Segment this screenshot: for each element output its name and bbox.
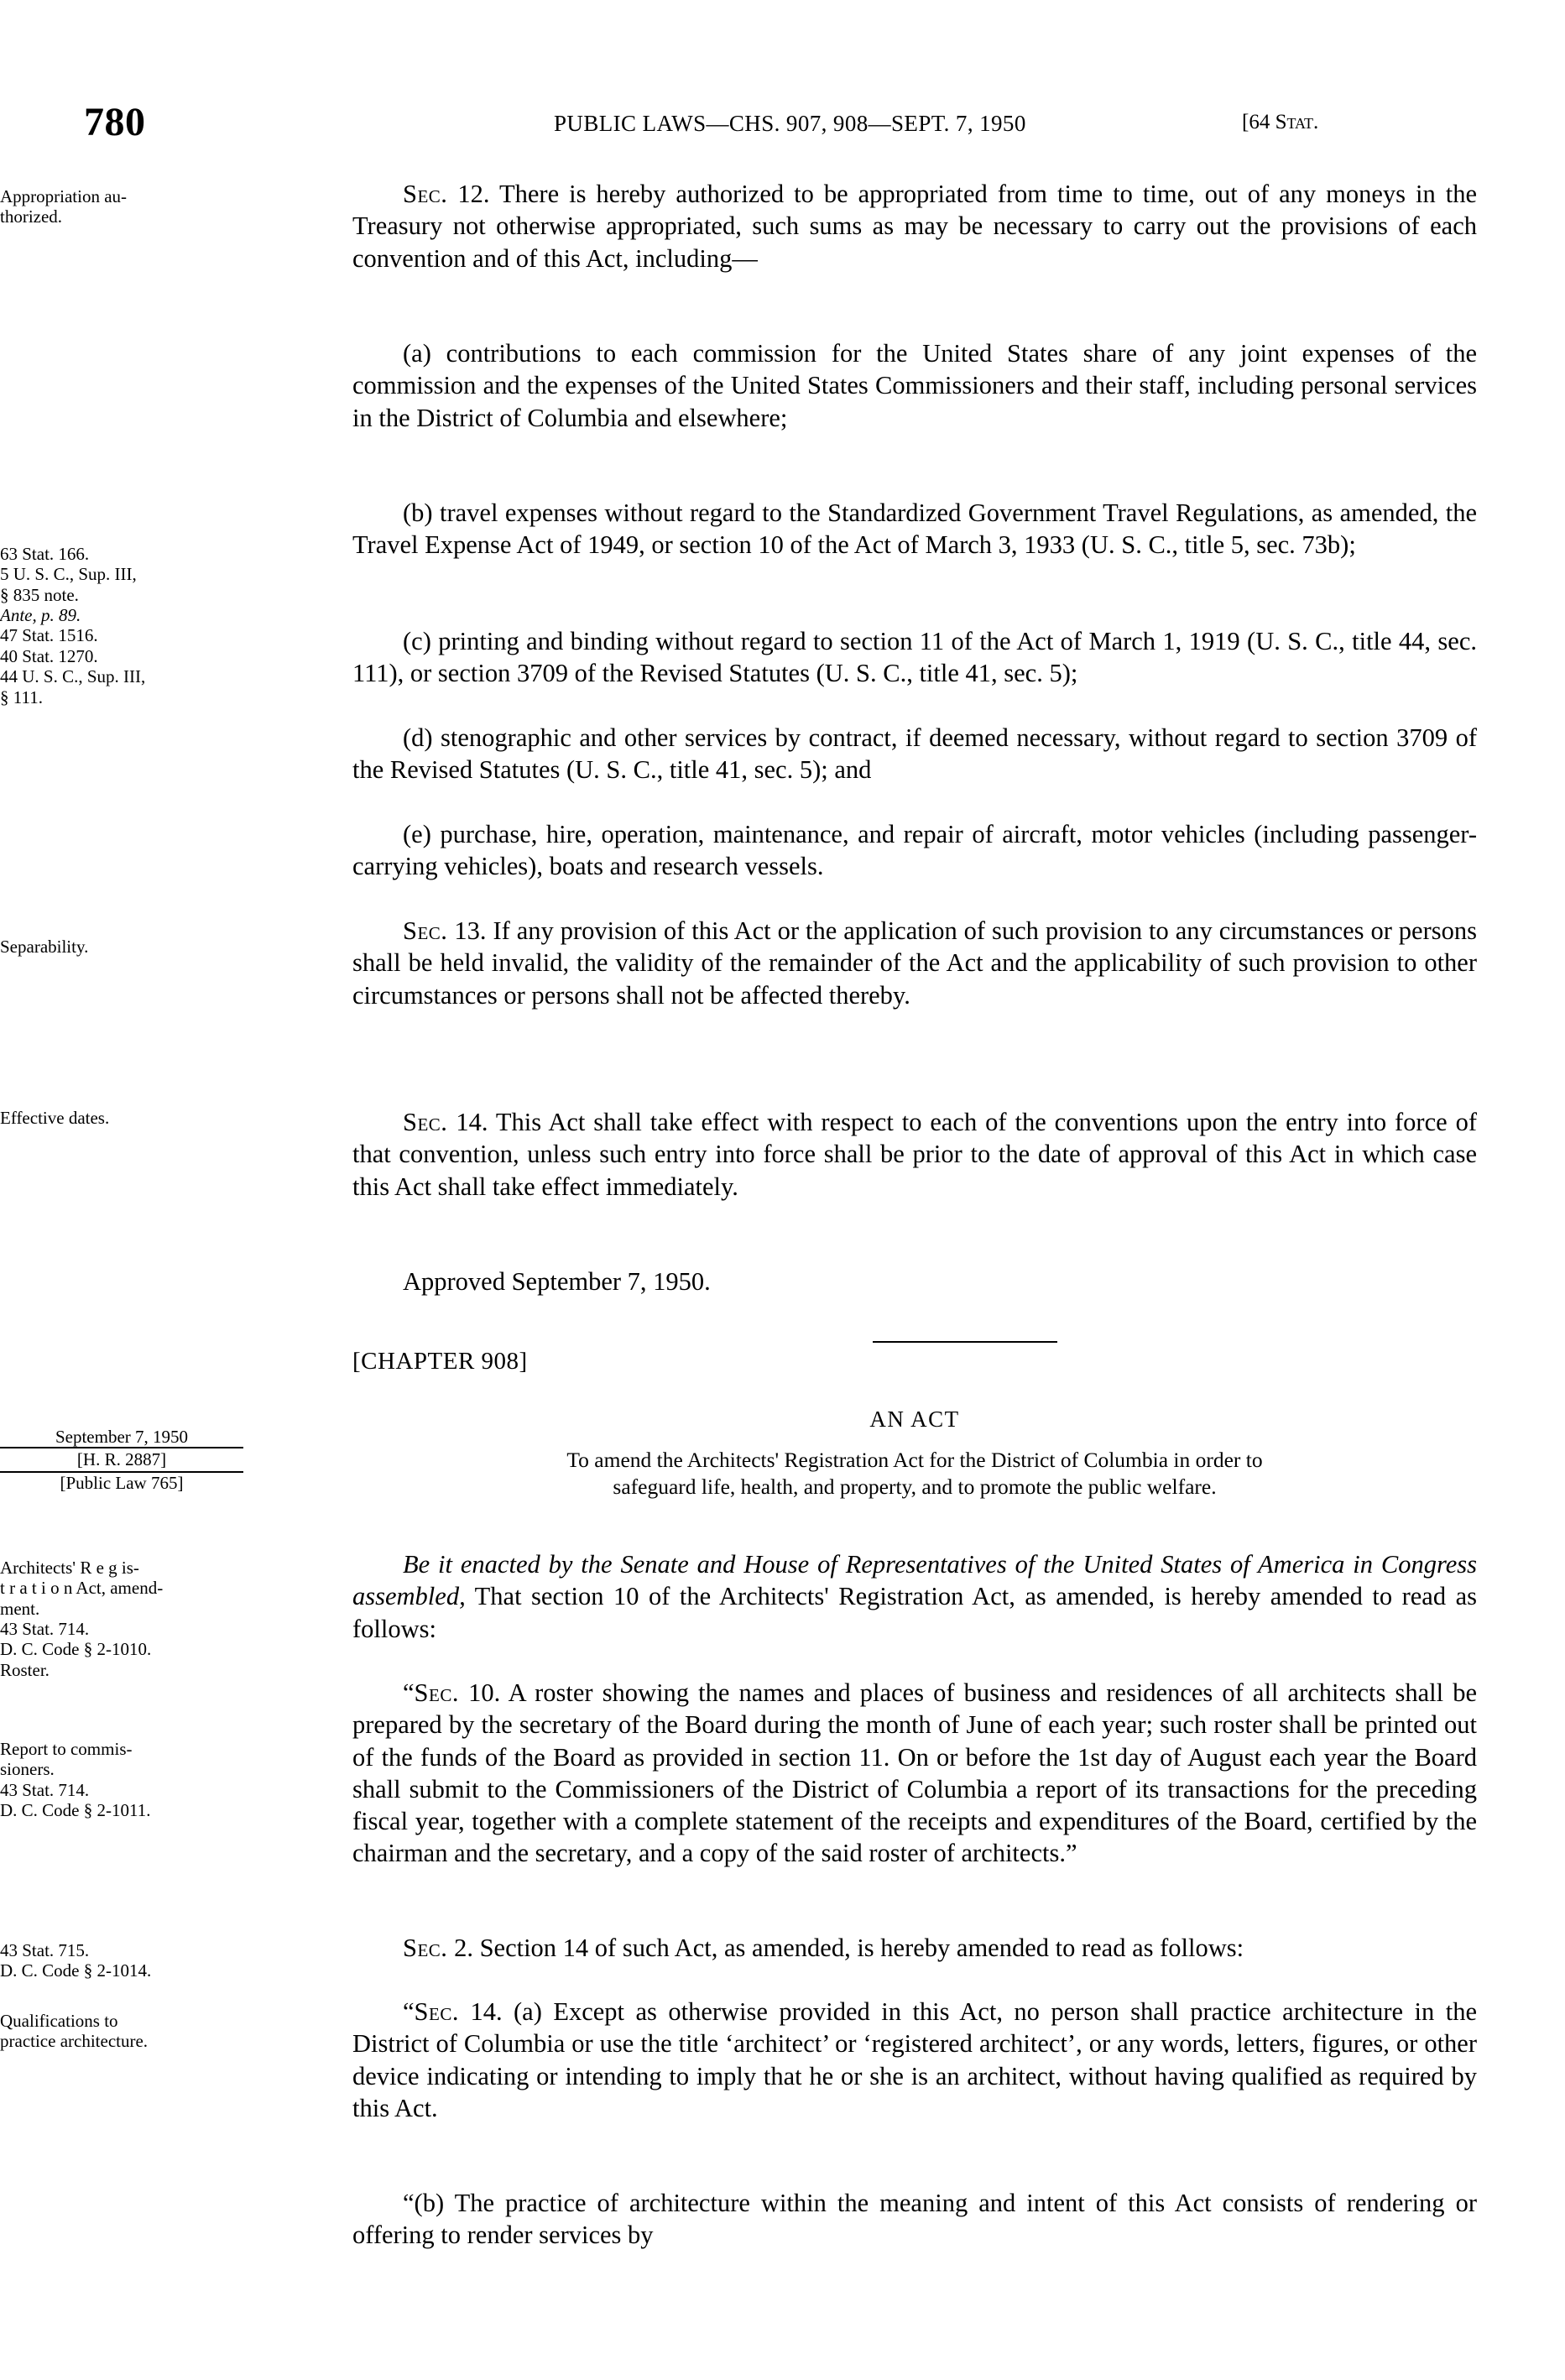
- sidenote-line: D. C. Code § 2-1010.: [0, 1639, 152, 1660]
- paragraph-text: (a) contributions to each commission for the United States share of any joint expenses of the commission and the expenses of the United States Commissioners and their staff, including personal services in the District of Columbia and elsewhere;: [352, 339, 1477, 432]
- act-subtitle-line2: safeguard life, health, and property, and to promote the public welfare.: [613, 1474, 1217, 1499]
- sidenote-line: D. C. Code § 2-1014.: [0, 1960, 152, 1981]
- sidenote-line: [Public Law 765]: [60, 1472, 184, 1493]
- paragraph-sec-12-b: [352, 497, 1477, 561]
- sidenote-qualifications: [0, 2011, 252, 2052]
- sidenote-line: 43 Stat. 714.: [0, 1779, 90, 1800]
- act-subtitle: [352, 1447, 1477, 1501]
- sidenote-line: practice architecture.: [0, 2031, 149, 2052]
- paragraph-text: (d) stenographic and other services by contract, if deemed necessary, without regard to section 3709 of the Revised Statutes (U. S. C., title 41, sec. 5); and: [352, 723, 1477, 785]
- page-header: [0, 99, 1565, 149]
- page-number: 780: [84, 100, 146, 144]
- sidenote-appropriation: [0, 186, 252, 227]
- paragraph-sec-12-c: [352, 625, 1477, 690]
- paragraph-sec-12-e: [352, 818, 1477, 883]
- chapter-label: [CHAPTER 908]: [352, 1348, 528, 1375]
- paragraph-text: (e) purchase, hire, operation, maintenance, and repair of aircraft, motor vehicles (including passenger-carrying vehicles), boats and research vessels.: [352, 820, 1477, 881]
- sidenote-line: 40 Stat. 1270.: [0, 645, 98, 666]
- sidenote-line: Separability.: [0, 937, 89, 957]
- paragraph-sec-12-d: [352, 722, 1477, 786]
- paragraph-approved: [352, 1266, 1477, 1297]
- sidenote-line: D. C. Code § 2-1011.: [0, 1800, 151, 1821]
- sidenote-architects-act: [0, 1558, 252, 1680]
- sidenote-line: thorized.: [0, 206, 63, 227]
- paragraph-text: Sec. 13. If any provision of this Act or the application of such provision to any circumstances or persons shall be held invalid, the validity of the remainder of the Act and the applicability of such provision to other circumstances or persons shall not be affected thereby.: [352, 916, 1477, 1010]
- paragraph-sec-13: [352, 915, 1477, 1011]
- paragraph-sec-12-a: [352, 337, 1477, 434]
- paragraph-text: “(b) The practice of architecture within the meaning and intent of this Act consists of rendering or offering to render services by: [352, 2189, 1477, 2250]
- enacting-italic: Be it enacted by the Senate and House of Representatives of the United States of America in Congress assembled,: [352, 1550, 1477, 1611]
- paragraph-sec-2: [352, 1932, 1477, 1964]
- paragraph-text: Sec. 2. Section 14 of such Act, as amended, is hereby amended to read as follows:: [403, 1934, 1244, 1962]
- sidenote-line: Roster.: [0, 1659, 50, 1680]
- paragraph-sec-12: [352, 178, 1477, 274]
- sidenote-line: § 111.: [0, 686, 43, 707]
- sidenote-line: Appropriation au-: [0, 186, 128, 206]
- sidenote-line: 43 Stat. 715.: [0, 1940, 90, 1960]
- paragraph-sec-14b-quote: [352, 2187, 1477, 2252]
- running-head: PUBLIC LAWS—CHS. 907, 908—SEPT. 7, 1950: [554, 111, 1026, 136]
- paragraph-text: Sec. 12. There is hereby authorized to be appropriated from time to time, out of any moneys in the Treasury not otherwise appropriated, such sums as may be necessary to carry out the provisions of each convention and of this Act, including—: [352, 180, 1477, 273]
- enacting-roman: That section 10 of the Architects' Registration Act, as amended, is hereby amended to read as follows:: [352, 1582, 1477, 1643]
- sidenote-separability: [0, 937, 252, 957]
- sidenote-line: September 7, 1950: [55, 1427, 189, 1447]
- sidenote-line: 47 Stat. 1516.: [0, 625, 98, 646]
- volume-bracket: [64: [1242, 111, 1275, 133]
- sidenote-line: ment.: [0, 1598, 40, 1619]
- sidenote-line: 43 Stat. 714.: [0, 1619, 90, 1640]
- sidenote-line: t r a t i o n Act, amend-: [0, 1578, 164, 1599]
- volume-citation: [1242, 111, 1318, 134]
- sidenote-line: Architects' R e g is-: [0, 1558, 139, 1578]
- sidenote-line: sioners.: [0, 1759, 55, 1780]
- act-subtitle-line1: To amend the Architects' Registration Act for the District of Columbia in order to: [566, 1448, 1263, 1472]
- sidenote-line: [H. R. 2887]: [0, 1447, 243, 1472]
- section-divider-rule: [873, 1341, 1057, 1343]
- sidenote-line: Effective dates.: [0, 1108, 110, 1128]
- stat-label: Stat.: [1275, 111, 1319, 133]
- sidenote-stat-715: [0, 1940, 252, 1981]
- sidenote-line: 63 Stat. 166.: [0, 544, 90, 564]
- sidenote-line: § 835 note.: [0, 584, 79, 605]
- paragraph-text: (b) travel expenses without regard to the Standardized Government Travel Regulations, as amended, the Travel Expense Act of 1949, or section 10 of the Act of March 3, 1933 (U. S. C., title 5, sec. 73b);: [352, 498, 1477, 560]
- act-title: AN ACT: [869, 1407, 960, 1432]
- enacting-clause: [352, 1548, 1477, 1645]
- paragraph-sec-10-quote: [352, 1677, 1477, 1870]
- sidenote-line: 5 U. S. C., Sup. III,: [0, 564, 137, 585]
- sidenote-effective-dates: [0, 1108, 252, 1128]
- paragraph-sec-14a-quote: [352, 1996, 1477, 2124]
- sidenote-line: Report to commis-: [0, 1739, 133, 1759]
- paragraph-text: “Sec. 14. (a) Except as otherwise provided in this Act, no person shall practice architecture in the District of Columbia or use the title ‘architect’ or ‘registered architect’, or any words, letters, figures, or other device indicating or intending to imply that he or she is an architect, without having qualified as required by this Act.: [352, 1997, 1477, 2122]
- paragraph-sec-14: [352, 1106, 1477, 1203]
- sidenote-line: Ante, p. 89.: [0, 605, 81, 626]
- paragraph-text: (c) printing and binding without regard to section 11 of the Act of March 1, 1919 (U. S. C., title 44, sec. 111), or section 3709 of the Revised Statutes (U. S. C., title 41, sec. 5);: [352, 627, 1477, 688]
- sidenote-line: Qualifications to: [0, 2011, 118, 2031]
- paragraph-text: “Sec. 10. A roster showing the names and places of business and residences of all architects shall be prepared by the secretary of the Board during the month of June of each year; such roster shall be printed out of the funds of the Board as provided in section 11. On or before the 1st day of August each year the Board shall submit to the Commissioners of the District of Columbia a report of its transactions for the preceding fiscal year, together with a complete statement of the receipts and expenditures of the Board, certified by the chairman and the secretary, and a copy of the said roster of architects.”: [352, 1678, 1477, 1868]
- sidenote-line: 44 U. S. C., Sup. III,: [0, 666, 146, 687]
- paragraph-text: Sec. 14. This Act shall take effect with respect to each of the conventions upon the entry into force of that convention, unless such entry into force shall be prior to the date of approval of this Act in which case this Act shall take effect immediately.: [352, 1108, 1477, 1201]
- sidenote-bill-info: [0, 1427, 243, 1493]
- paragraph-text: Approved September 7, 1950.: [403, 1267, 711, 1296]
- sidenote-report-commissioners: [0, 1739, 252, 1820]
- sidenote-stat-citations: [0, 544, 252, 707]
